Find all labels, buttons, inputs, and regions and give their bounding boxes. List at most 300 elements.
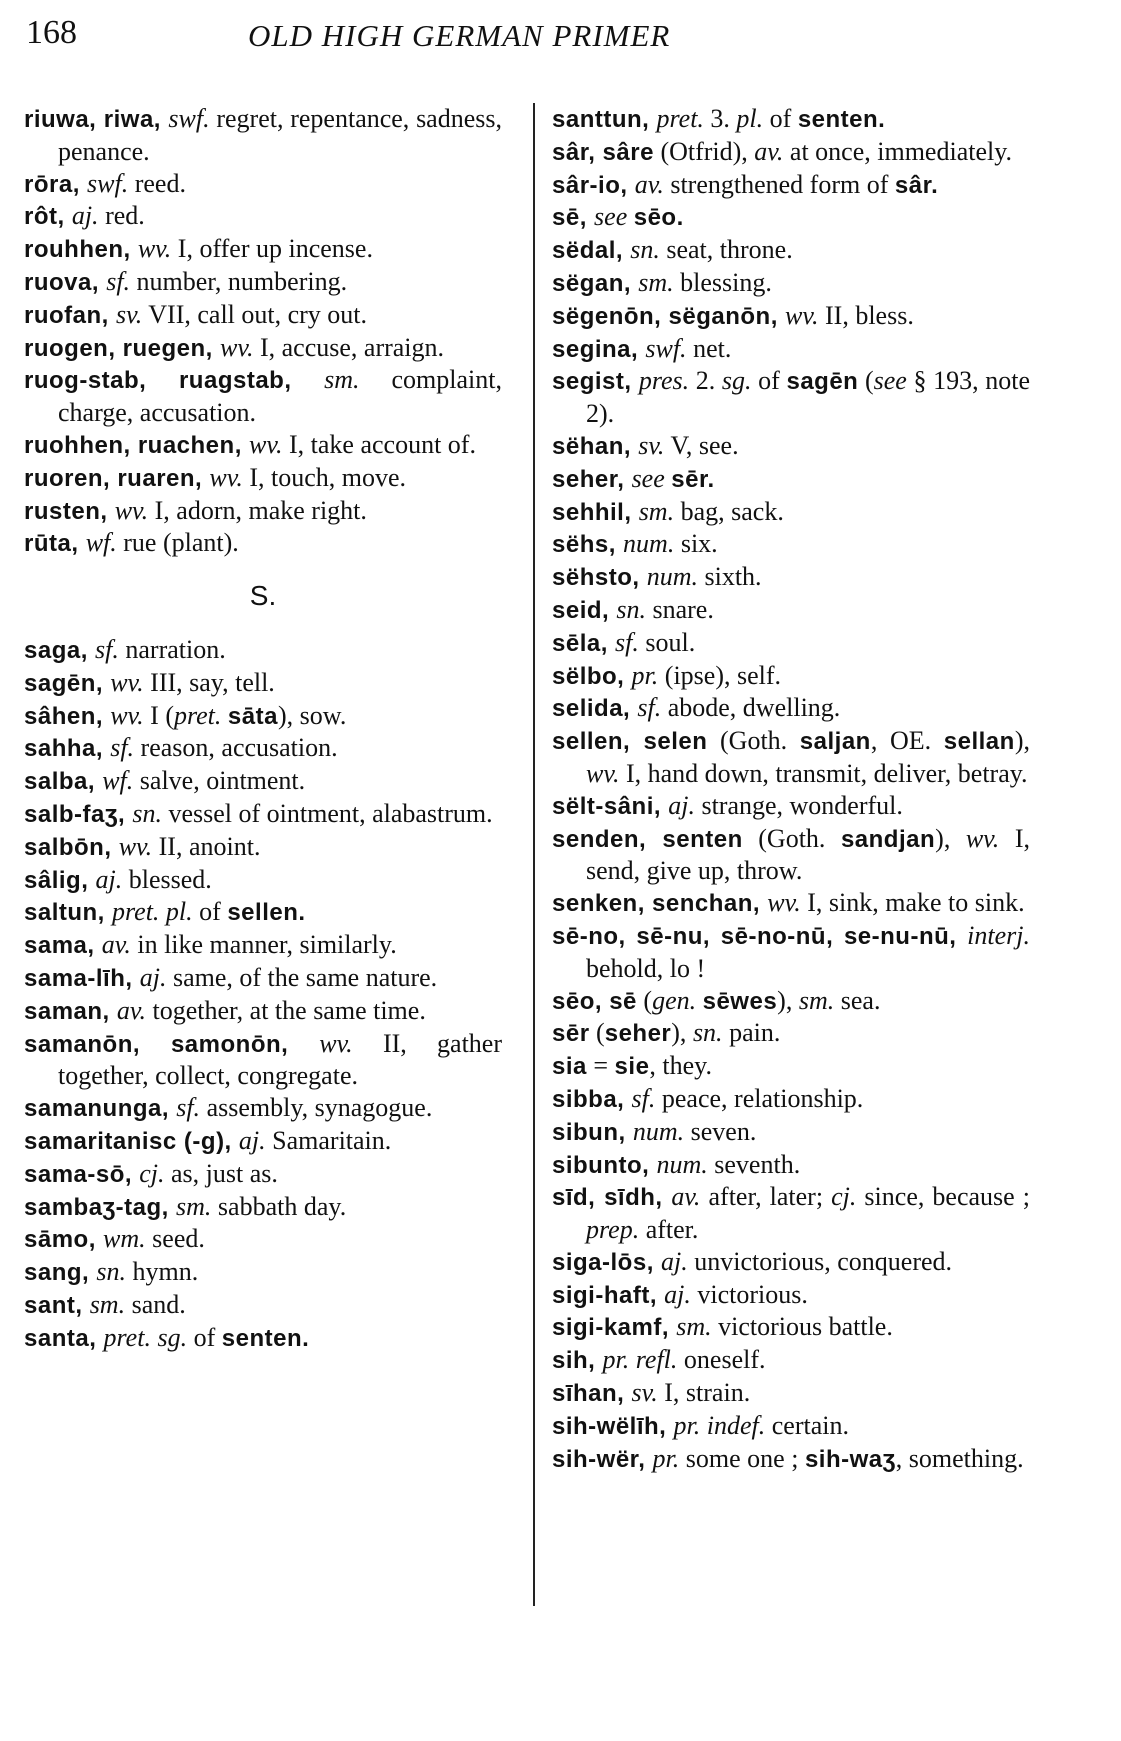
grammar-label: sf. — [110, 733, 135, 763]
dictionary-entry — [24, 1191, 502, 1224]
definition-text: narration. — [118, 634, 226, 664]
dictionary-entry — [552, 1017, 1030, 1050]
dictionary-entry — [552, 920, 1030, 985]
grammar-label: aj. — [664, 1279, 691, 1309]
definition-text: number, numbering. — [130, 266, 348, 296]
dictionary-entry — [552, 1181, 1030, 1246]
definition-text: ), sow. — [277, 700, 347, 730]
dictionary-entry — [552, 103, 1030, 136]
headword: rōra, — [24, 170, 88, 198]
grammar-label: sn. — [630, 235, 660, 265]
definition-text: II, gather together, collect, congregate. — [58, 1028, 502, 1091]
dictionary-entry — [552, 1149, 1030, 1182]
definition-text: regret, repentance, sadness, penance. — [58, 104, 502, 166]
headword: sâr. — [894, 171, 939, 199]
headword: sigi-haft, — [552, 1281, 665, 1309]
dictionary-entry — [552, 660, 1030, 693]
headword: sëhsto, — [552, 564, 647, 592]
definition-text: seat, throne. — [659, 235, 793, 265]
dictionary-entry — [24, 962, 502, 995]
definition-text: I, strain. — [657, 1378, 751, 1408]
headword: sâhen, — [24, 702, 111, 730]
definition-text: of — [192, 897, 228, 927]
dictionary-entry — [552, 1311, 1030, 1344]
grammar-label: sv. — [631, 1378, 658, 1408]
dictionary-entry — [24, 299, 502, 332]
grammar-label: av. — [634, 169, 664, 199]
dictionary-entry — [552, 430, 1030, 463]
definition-text: vessel of ointment, alabastrum. — [161, 798, 493, 828]
definition-text: , OE. — [870, 726, 944, 756]
headword: sīd, sīdh, — [552, 1184, 672, 1212]
definition-text: of — [187, 1322, 222, 1352]
definition-text: blessed. — [122, 864, 212, 894]
definition-text: = — [586, 1051, 615, 1081]
grammar-label: sm. — [89, 1289, 126, 1319]
grammar-label: aj. — [95, 864, 123, 894]
grammar-label: wv. — [319, 1028, 353, 1058]
headword: sāta — [227, 702, 278, 730]
right-column — [552, 103, 1030, 1475]
definition-text: hymn. — [125, 1257, 199, 1287]
dictionary-entry — [24, 896, 502, 929]
dictionary-entry — [552, 1377, 1030, 1410]
headword: santa, — [24, 1324, 104, 1352]
definition-text: soul. — [638, 627, 696, 657]
headword: sih-wëlīh, — [552, 1412, 674, 1440]
definition-text: (ipse), self. — [658, 660, 782, 690]
headword: senden, senten — [552, 825, 743, 853]
dictionary-entry — [24, 429, 502, 462]
headword: sëgenōn, sëganōn, — [552, 302, 786, 330]
grammar-label: sf. — [631, 1083, 656, 1113]
grammar-label: wm. — [103, 1224, 146, 1254]
definition-text: sea. — [834, 985, 881, 1015]
definition-text: (Goth. — [742, 823, 841, 853]
definition-text: assembly, synagogue. — [200, 1093, 433, 1123]
headword: ruova, — [24, 268, 107, 296]
dictionary-entry — [24, 1256, 502, 1289]
definition-text: peace, relationship. — [655, 1083, 864, 1113]
definition-text: sand. — [125, 1289, 186, 1319]
grammar-label: pres. — [638, 366, 690, 396]
headword: saga, — [24, 636, 96, 664]
definition-text: certain. — [765, 1410, 849, 1440]
dictionary-entry — [24, 634, 502, 667]
headword: saltun, — [24, 899, 113, 927]
grammar-label: pr. indef. — [673, 1410, 766, 1440]
headword: sama, — [24, 932, 102, 960]
grammar-label: sn. — [132, 798, 162, 828]
headword: sih, — [552, 1347, 603, 1375]
definition-text: victorious battle. — [711, 1312, 893, 1342]
grammar-label: wv. — [110, 700, 144, 730]
dictionary-entry — [552, 790, 1030, 823]
grammar-label: swf. — [87, 168, 129, 198]
dictionary-entry — [552, 1344, 1030, 1377]
definition-text: in like manner, similarly. — [130, 930, 397, 960]
definition-text: snare. — [645, 594, 714, 624]
definition-text: I, offer up incense. — [171, 234, 373, 264]
headword: salbōn, — [24, 833, 119, 861]
headword: sâr, sâre — [552, 138, 654, 166]
definition-text: § 193, note 2). — [586, 366, 1030, 429]
dictionary-entry — [552, 528, 1030, 561]
definition-text: I, send, give up, throw. — [586, 823, 1030, 886]
definition-text: , they. — [649, 1051, 712, 1081]
definition-text: I, accuse, arraign. — [253, 332, 445, 362]
definition-text: seventh. — [707, 1149, 801, 1179]
grammar-label: sm. — [638, 267, 674, 297]
headword: sambaʒ-tag, — [24, 1193, 177, 1221]
dictionary-entry — [24, 1092, 502, 1125]
dictionary-entry — [24, 1158, 502, 1191]
definition-text: I, sink, make to sink. — [800, 888, 1025, 918]
headword: sant, — [24, 1291, 90, 1319]
definition-text: ), — [671, 1018, 693, 1048]
dictionary-entry — [552, 1050, 1030, 1083]
headword: sē-no, sē-nu, sē-no-nū, se-nu-nū, — [552, 922, 968, 950]
definition-text: 3. — [703, 104, 737, 133]
grammar-label: pret. pl. — [112, 897, 193, 927]
dictionary-entry — [24, 1322, 502, 1355]
dictionary-entry — [552, 823, 1030, 888]
definition-text: ( — [589, 1018, 605, 1048]
grammar-label: sf. — [615, 627, 639, 657]
headword: sīhan, — [552, 1380, 632, 1408]
definition-text: after. — [639, 1215, 699, 1245]
headword: sibun, — [552, 1118, 633, 1146]
dictionary-entry — [24, 798, 502, 831]
grammar-label: cj. — [831, 1182, 857, 1212]
definition-text: unvictorious, conquered. — [687, 1246, 953, 1276]
headword: rôt, — [24, 203, 72, 231]
definition-text: 2. — [689, 366, 722, 396]
headword: sih-wër, — [552, 1445, 653, 1473]
grammar-label: pret. — [656, 104, 704, 133]
headword: sëlt-sâni, — [552, 792, 669, 820]
headword: sâr-io, — [552, 171, 635, 199]
dictionary-entry — [24, 1028, 502, 1093]
definition-text: ( — [858, 366, 874, 396]
definition-text: complaint, charge, accusation. — [58, 365, 502, 428]
entries-r — [24, 103, 502, 560]
grammar-label: sm. — [798, 985, 835, 1015]
grammar-label: see — [873, 366, 907, 396]
headword: sēwes — [702, 987, 778, 1015]
headword: sellen. — [227, 899, 306, 927]
dictionary-entry — [24, 1289, 502, 1322]
headword: sēr — [552, 1020, 590, 1048]
definition-text: I, touch, move. — [242, 462, 407, 492]
headword: sih-waʒ — [804, 1445, 896, 1473]
definition-text: (Otfrid), — [653, 136, 755, 166]
dictionary-entry — [24, 495, 502, 528]
dictionary-entry — [24, 700, 502, 733]
definition-text: III, say, tell. — [143, 667, 275, 697]
page-number: 168 — [26, 14, 77, 51]
grammar-label: pr. — [652, 1443, 680, 1473]
headword: sēla, — [552, 629, 616, 657]
dictionary-entry — [552, 1116, 1030, 1149]
headword: ruohhen, ruachen, — [24, 431, 250, 459]
dictionary-entry — [552, 627, 1030, 660]
definition-text: sixth. — [697, 562, 762, 592]
grammar-label: sf. — [176, 1093, 201, 1123]
grammar-label: wv. — [249, 429, 283, 459]
definition-text: victorious. — [690, 1279, 808, 1309]
grammar-label: aj. — [139, 962, 167, 992]
definition-text: ), — [777, 985, 799, 1015]
headword: santtun, — [552, 106, 657, 133]
headword: sia — [552, 1053, 587, 1081]
grammar-label: num. — [623, 529, 675, 559]
headword: samanōn, samonōn, — [24, 1030, 320, 1058]
dictionary-entry — [24, 527, 502, 560]
grammar-label: aj. — [238, 1125, 266, 1155]
definition-text: V, see. — [664, 430, 739, 460]
headword: salb-faʒ, — [24, 800, 133, 828]
headword: sēo. — [633, 204, 684, 232]
grammar-label: pret. — [173, 700, 222, 730]
headword: sāmo, — [24, 1226, 104, 1254]
grammar-label: sf. — [95, 634, 119, 664]
grammar-label: num. — [646, 562, 698, 592]
headword: saljan — [799, 728, 871, 756]
definition-text: together, at the same time. — [146, 995, 426, 1025]
headword: sēo, sē — [552, 987, 637, 1015]
definition-text: strengthened form of — [663, 169, 895, 199]
dictionary-entry — [552, 1083, 1030, 1116]
headword: ruoren, ruaren, — [24, 464, 210, 492]
grammar-label: interj. — [967, 920, 1030, 950]
grammar-label: swf. — [645, 333, 687, 363]
grammar-label: gen. — [652, 985, 697, 1015]
definition-text: of — [763, 104, 798, 133]
definition-text: , something. — [895, 1443, 1024, 1473]
grammar-label: num. — [632, 1116, 685, 1146]
definition-text: I ( — [143, 700, 174, 730]
definition-text: as, just as. — [164, 1158, 278, 1188]
column-divider — [533, 103, 535, 1606]
headword: siga-lōs, — [552, 1248, 662, 1276]
dictionary-entry — [24, 1125, 502, 1158]
definition-text: salve, ointment. — [133, 766, 306, 796]
dictionary-entry — [24, 103, 502, 168]
definition-text: some one ; — [679, 1443, 805, 1473]
headword: sëdal, — [552, 237, 631, 265]
definition-text: of — [751, 366, 787, 396]
grammar-label: av. — [101, 930, 131, 960]
definition-text: pain. — [722, 1018, 781, 1048]
definition-text: strange, wonderful. — [694, 790, 903, 820]
headword: sama-līh, — [24, 964, 140, 992]
grammar-label: wv. — [114, 495, 149, 525]
grammar-label: pr. refl. — [602, 1345, 678, 1375]
definition-text: reed. — [128, 168, 186, 198]
dictionary-entry — [552, 300, 1030, 333]
headword: sang, — [24, 1259, 97, 1287]
dictionary-entry — [552, 267, 1030, 300]
headword: rouhhen, — [24, 236, 138, 264]
dictionary-entry — [552, 692, 1030, 725]
headword: segist, — [552, 368, 639, 396]
dictionary-entry — [24, 995, 502, 1028]
headword: seher — [604, 1020, 672, 1048]
dictionary-entry — [552, 365, 1030, 430]
headword: sē, — [552, 204, 595, 232]
grammar-label: sf. — [106, 266, 131, 296]
definition-text: bag, sack. — [674, 496, 784, 526]
headword: sēr. — [671, 465, 715, 493]
dictionary-entry — [552, 561, 1030, 594]
grammar-label: sf. — [637, 693, 662, 723]
grammar-label: wv. — [137, 234, 172, 264]
dictionary-entry — [552, 725, 1030, 790]
grammar-label: aj. — [71, 201, 99, 231]
dictionary-entry — [552, 887, 1030, 920]
headword: sëhs, — [552, 531, 624, 559]
definition-text: I, take account of. — [282, 429, 476, 459]
grammar-label: aj. — [661, 1246, 688, 1276]
headword: salba, — [24, 768, 103, 796]
headword: sama-sō, — [24, 1160, 140, 1188]
dictionary-entry — [552, 333, 1030, 366]
headword: selida, — [552, 695, 638, 723]
dictionary-entry — [552, 985, 1030, 1018]
dictionary-entry — [24, 233, 502, 266]
grammar-label: wv. — [785, 300, 819, 330]
dictionary-entry — [24, 667, 502, 700]
headword: seher, — [552, 465, 632, 493]
grammar-label: see — [594, 202, 628, 232]
dictionary-entry — [24, 266, 502, 299]
page-header — [0, 14, 1121, 64]
definition-text: I, adorn, make right. — [148, 495, 367, 525]
grammar-label: sn. — [96, 1257, 126, 1287]
headword: sëhan, — [552, 432, 639, 460]
headword: sagēn, — [24, 669, 111, 697]
dictionary-entry — [24, 732, 502, 765]
definition-text: after, later; — [700, 1182, 832, 1212]
running-title: OLD HIGH GERMAN PRIMER — [248, 18, 671, 53]
grammar-label: av. — [754, 136, 784, 166]
dictionary-entry — [24, 1223, 502, 1256]
dictionary-entry — [552, 234, 1030, 267]
grammar-label: av. — [116, 995, 147, 1025]
headword: saman, — [24, 997, 117, 1025]
headword: samaritanisc (-g), — [24, 1127, 239, 1155]
headword: riuwa, riwa, — [24, 106, 169, 133]
headword: segina, — [552, 335, 646, 363]
dictionary-entry — [24, 168, 502, 201]
dictionary-entry — [24, 864, 502, 897]
dictionary-entry — [24, 831, 502, 864]
headword: sëgan, — [552, 269, 639, 297]
definition-text: abode, dwelling. — [661, 693, 841, 723]
left-column — [24, 103, 502, 1354]
grammar-label: sg. — [721, 366, 752, 396]
dictionary-entry — [552, 1246, 1030, 1279]
headword: sie — [614, 1053, 650, 1081]
headword: sehhil, — [552, 498, 639, 526]
grammar-label: sn. — [692, 1018, 723, 1048]
grammar-label: sm. — [638, 496, 675, 526]
definition-text: oneself. — [677, 1345, 766, 1375]
dictionary-entry — [24, 332, 502, 365]
headword: ruofan, — [24, 301, 116, 329]
headword: senten. — [797, 106, 886, 133]
entries-s-continued — [552, 103, 1030, 1475]
dictionary-entry — [552, 1279, 1030, 1312]
entries-s — [24, 634, 502, 1355]
definition-text: since, because ; — [856, 1182, 1030, 1212]
definition-text: I, hand down, transmit, deliver, betray. — [619, 758, 1028, 788]
headword: ruogen, ruegen, — [24, 334, 221, 362]
definition-text: reason, accusation. — [134, 733, 338, 763]
grammar-label: wv. — [118, 831, 153, 861]
dictionary-entry — [24, 929, 502, 962]
grammar-label: pret. sg. — [103, 1322, 188, 1352]
grammar-label: wv. — [767, 888, 801, 918]
definition-text: seven. — [684, 1116, 757, 1146]
headword: senten. — [221, 1324, 310, 1352]
grammar-label: wv. — [110, 667, 144, 697]
grammar-label: num. — [656, 1149, 708, 1179]
dictionary-entry — [552, 1410, 1030, 1443]
headword: sahha, — [24, 735, 111, 763]
headword: senken, senchan, — [552, 890, 768, 918]
headword: sellen, selen — [552, 728, 708, 756]
dictionary-entry — [552, 136, 1030, 169]
dictionary-entry — [24, 364, 502, 429]
definition-text: seed. — [145, 1224, 205, 1254]
definition-text: same, of the same nature. — [166, 962, 438, 992]
headword: rusten, — [24, 497, 115, 525]
dictionary-entry — [552, 594, 1030, 627]
definition-text: (Goth. — [707, 726, 800, 756]
dictionary-entry — [552, 201, 1030, 234]
grammar-label: wv. — [209, 462, 243, 492]
grammar-label: wv. — [965, 823, 1000, 853]
definition-text: ( — [636, 985, 653, 1015]
grammar-label: sv. — [638, 430, 665, 460]
grammar-label: wf. — [85, 528, 117, 558]
definition-text: ), — [935, 823, 966, 853]
dictionary-entry — [552, 496, 1030, 529]
headword: rūta, — [24, 530, 86, 558]
section-heading: S. — [249, 580, 277, 612]
headword: sëlbo, — [552, 662, 632, 690]
grammar-label: pl. — [736, 104, 764, 133]
grammar-label: sm. — [324, 365, 360, 395]
definition-text: rue (plant). — [116, 528, 239, 558]
definition-text: II, bless. — [818, 300, 914, 330]
grammar-label: sm. — [676, 1312, 712, 1342]
headword: ruog-stab, ruagstab, — [24, 367, 325, 395]
grammar-label: sn. — [616, 594, 646, 624]
grammar-label: sv. — [116, 299, 143, 329]
grammar-label: sm. — [176, 1191, 212, 1221]
grammar-label: wv. — [586, 758, 620, 788]
grammar-label: swf. — [168, 104, 210, 133]
grammar-label: wv. — [220, 332, 254, 362]
dictionary-entry — [552, 169, 1030, 202]
definition-text: at once, immediately. — [783, 136, 1013, 166]
headword: sibba, — [552, 1085, 632, 1113]
headword: sandjan — [840, 825, 936, 853]
definition-text: II, anoint. — [152, 831, 261, 861]
